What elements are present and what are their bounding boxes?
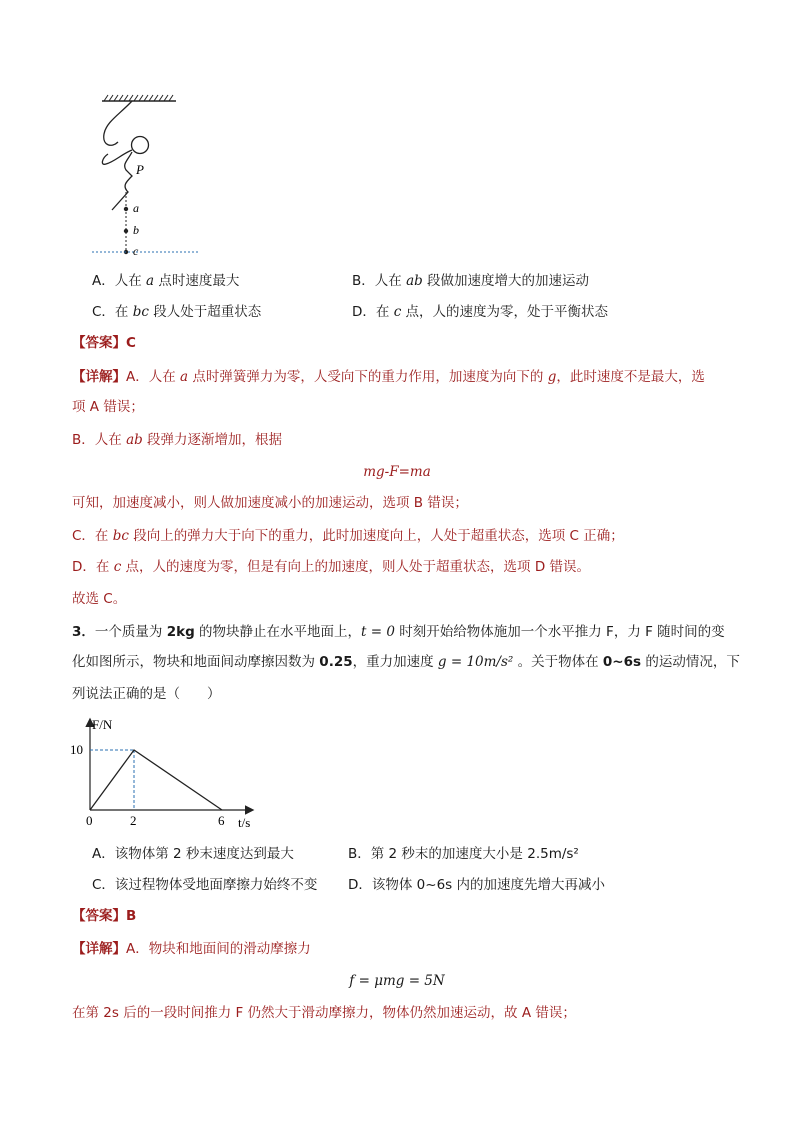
point-b-dot <box>124 229 128 233</box>
q3-answer: 【答案】B <box>72 908 137 924</box>
q2-formula: mg-F=ma <box>363 464 431 480</box>
q3-option-c: C．该过程物体受地面摩擦力始终不变 <box>92 877 318 893</box>
y-axis-label: F/N <box>92 717 113 732</box>
q2-conclusion: 故选 C。 <box>72 591 127 607</box>
q2-answer: 【答案】C <box>72 335 136 351</box>
q3-option-a: A．该物体第 2 秒末速度达到最大 <box>92 846 294 862</box>
q2-detail-a: 【详解】A．人在 a 点时弹簧弹力为零，人受向下的重力作用，加速度为向下的 g，此时速度不是最大，选 <box>72 369 705 385</box>
elastic-cord <box>104 101 132 145</box>
q2-detail-b: B．人在 ab 段弹力逐渐增加，根据 <box>72 432 283 448</box>
q2-option-a: A．人在 a 点时速度最大 <box>92 273 240 289</box>
q2-detail-b-cont: 可知，加速度减小，则人做加速度减小的加速运动，选项 B 错误； <box>72 495 468 511</box>
label-p: P <box>136 162 144 177</box>
spring-jump-figure <box>92 92 212 264</box>
label-b: b <box>133 223 139 237</box>
q3-stem-line1: 3．一个质量为 2kg 的物块静止在水平地面上，t = 0 时刻开始给物体施加一个水平推力 F，力 F 随时间的变 <box>72 624 725 640</box>
person-head <box>132 137 149 154</box>
y-tick-label-10: 10 <box>70 742 83 757</box>
force-time-chart <box>66 714 266 832</box>
ceiling-hatching <box>104 95 173 101</box>
q2-detail-a-cont: 项 A 错误； <box>72 399 144 415</box>
point-a-dot <box>124 207 128 211</box>
label-a: a <box>133 201 139 215</box>
x-axis-label: t/s <box>238 815 251 830</box>
q3-formula: f = μmg = 5N <box>349 973 445 989</box>
label-c: c <box>133 244 139 258</box>
q2-option-d: D．在 c 点，人的速度为零，处于平衡状态 <box>352 304 609 320</box>
q3-detail-a: 【详解】A．物块和地面间的滑动摩擦力 <box>72 941 311 957</box>
q2-detail-d: D．在 c 点，人的速度为零，但是有向上的加速度，则人处于超重状态，选项 D 错误。 <box>72 559 591 575</box>
person-arm <box>102 150 132 164</box>
q2-option-b: B．人在 ab 段做加速度增大的加速运动 <box>352 273 590 289</box>
q2-detail-c: C．在 bc 段向上的弹力大于向下的重力，此时加速度向上，人处于超重状态，选项 C 正确； <box>72 528 624 544</box>
q3-detail-a-cont: 在第 2s 后的一段时间推力 F 仍然大于滑动摩擦力，物体仍然加速运动，故 A 错误； <box>72 1005 576 1021</box>
x-tick-label-0: 0 <box>86 813 93 828</box>
q3-stem-line2: 化如图所示，物块和地面间动摩擦因数为 0.25，重力加速度 g = 10m/s² 。关于物体在 0~6s 的运动情况，下 <box>72 654 740 670</box>
x-tick-label-2: 2 <box>130 813 137 828</box>
force-series-line <box>90 750 222 810</box>
q3-stem-line3: 列说法正确的是（ ） <box>72 686 221 702</box>
q2-option-c: C．在 bc 段人处于超重状态 <box>92 304 262 320</box>
q3-option-b: B．第 2 秒末的加速度大小是 2.5m/s² <box>348 846 579 862</box>
x-tick-label-6: 6 <box>218 813 225 828</box>
person-body <box>112 152 132 210</box>
q3-option-d: D．该物体 0~6s 内的加速度先增大再减小 <box>348 877 606 893</box>
